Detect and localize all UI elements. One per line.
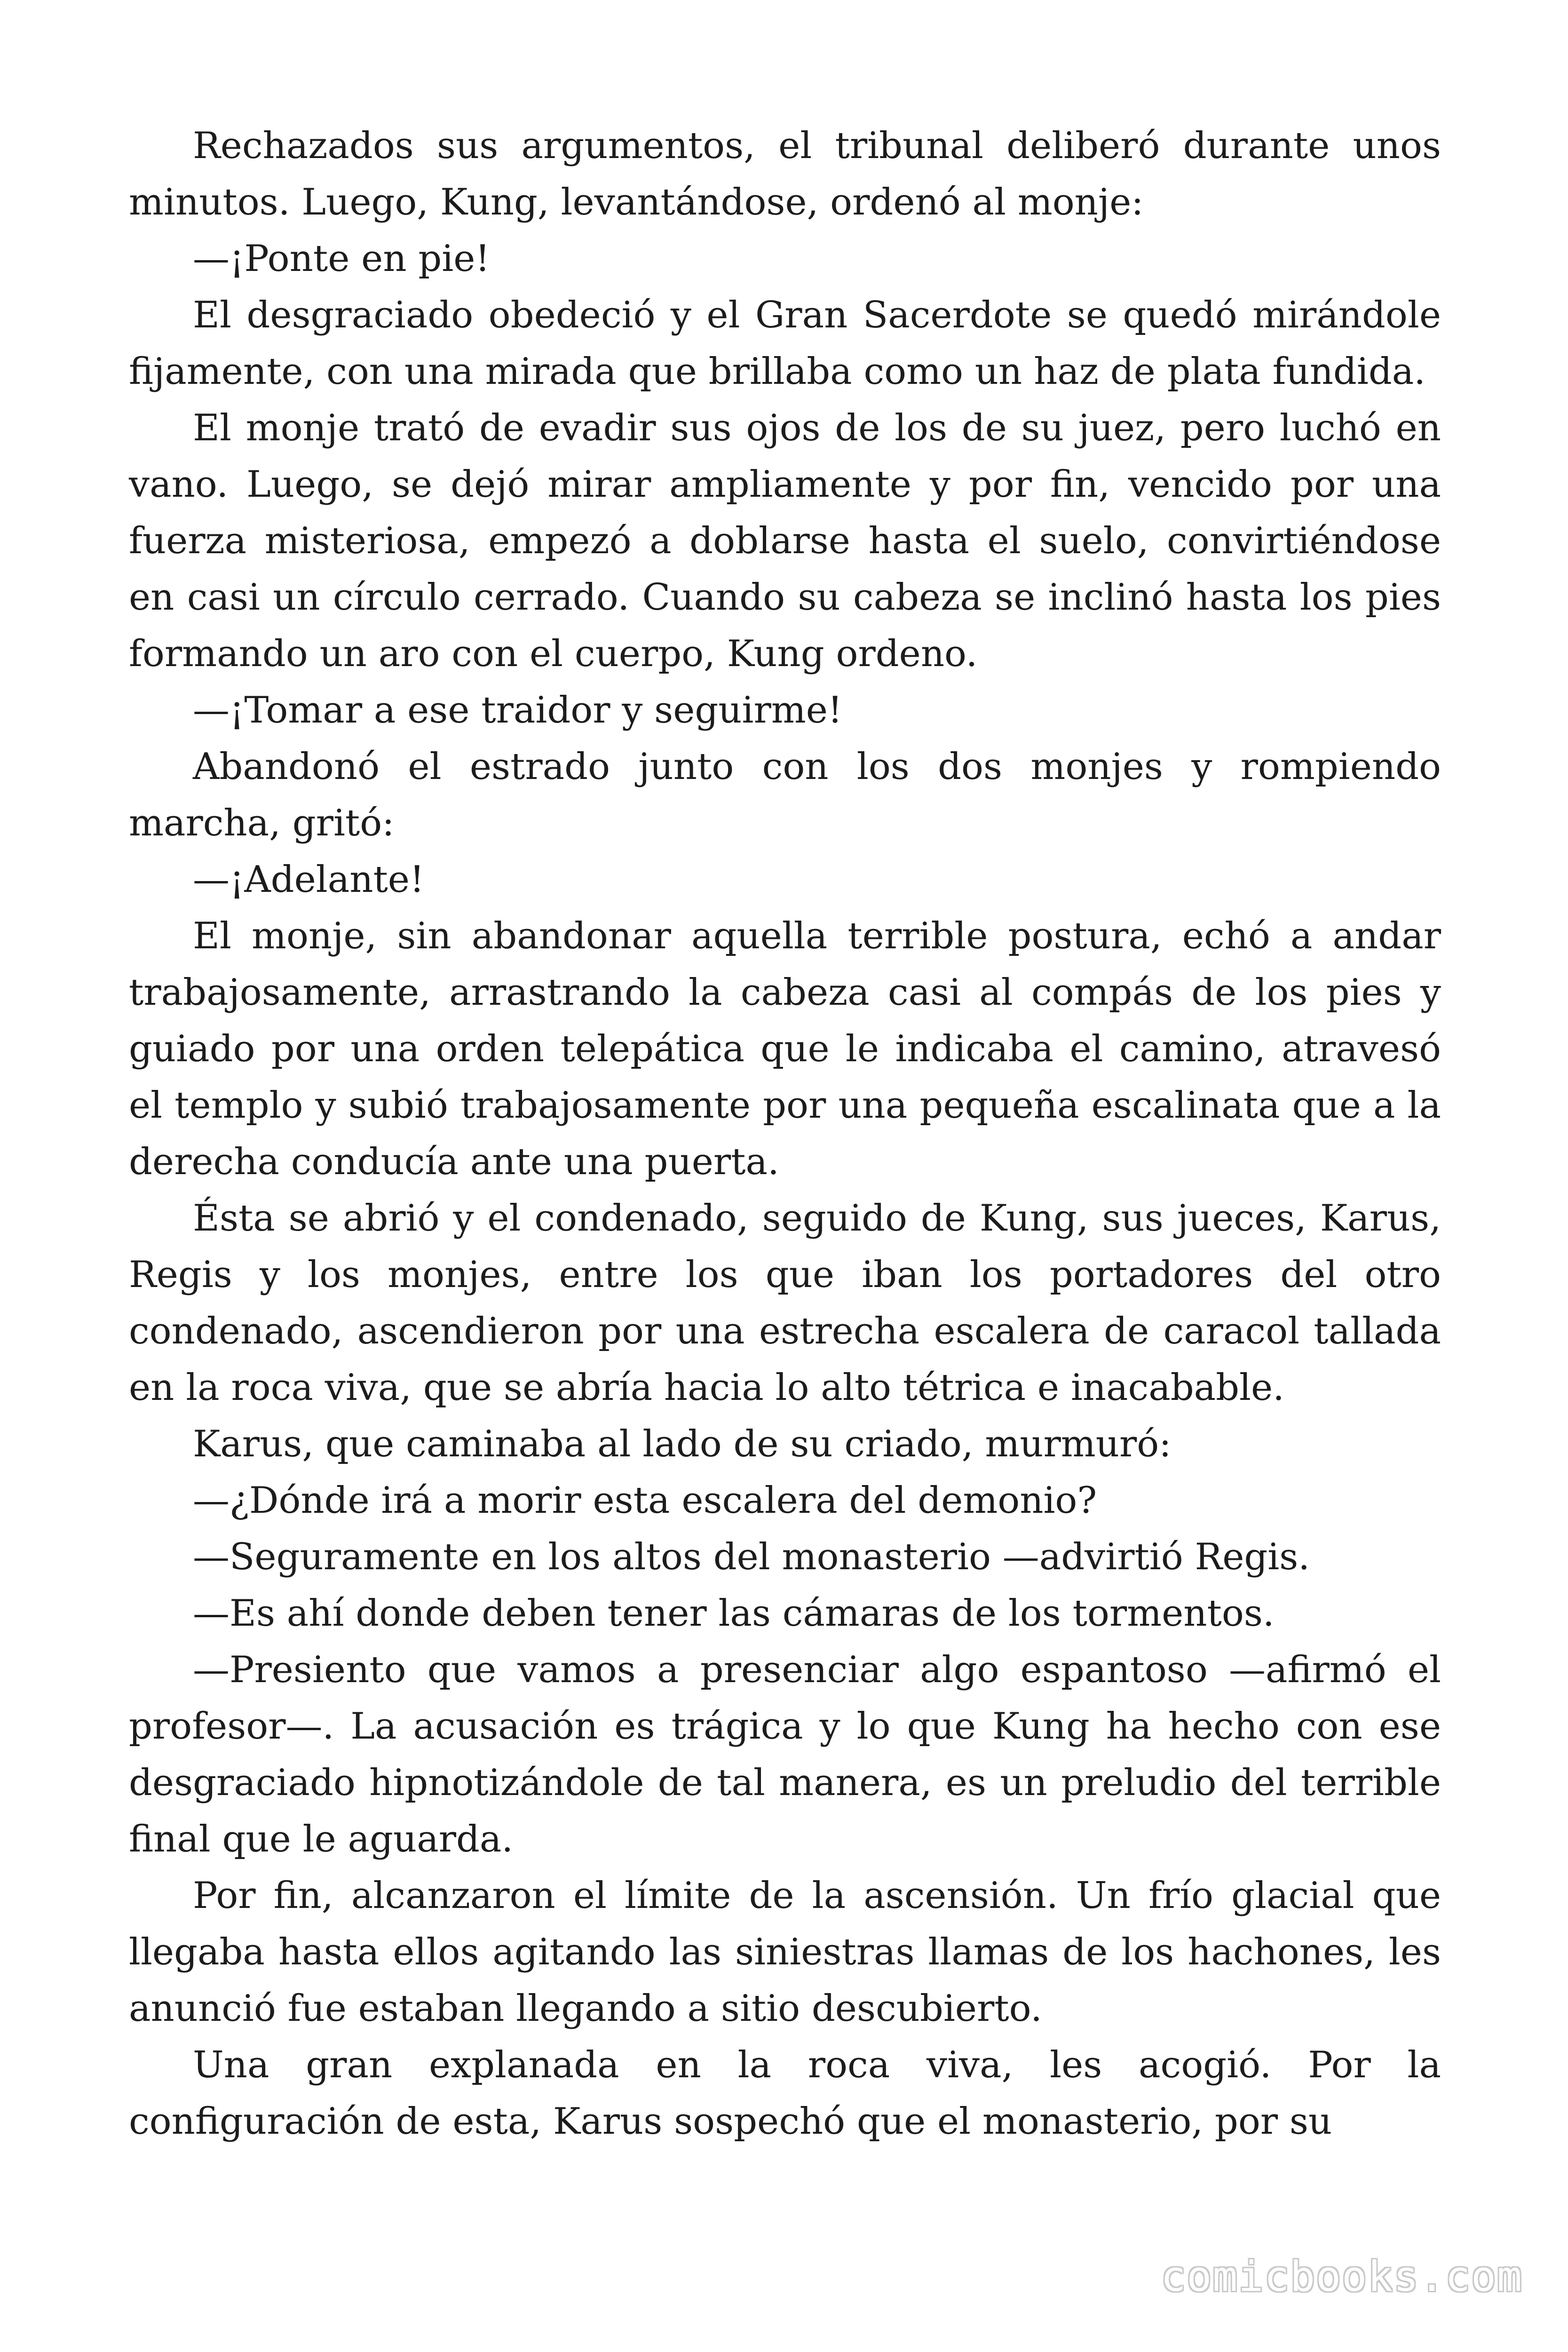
book-page-text [129,118,1441,2150]
paragraph: El monje trató de evadir sus ojos de los de su juez, pero luchó en vano. Luego, se dejó mirar ampliamente y por fin, vencido por una fuerza misteriosa, empezó a doblarse hasta el suelo, convirtiéndose en casi un círculo cerrado. Cuando su cabeza se inclinó hasta los pies formando un aro con el cuerpo, Kung ordeno. [129,407,1441,675]
paragraph: Abandonó el estrado junto con los dos monjes y rompiendo marcha, gritó: [129,746,1441,844]
paragraph: —Es ahí donde deben tener las cámaras de los tormentos. [193,1592,1275,1635]
paragraph: Por fin, alcanzaron el límite de la ascensión. Un frío glacial que llegaba hasta ellos agitando las siniestras llamas de los hachones, les anunció fue estaban llegando a sitio descubierto. [129,1875,1441,2030]
paragraph: —¿Dónde irá a morir esta escalera del demonio? [193,1479,1097,1522]
paragraph: Rechazados sus argumentos, el tribunal deliberó durante unos minutos. Luego, Kung, levantándose, ordenó al monje: [129,125,1441,223]
paragraph: El monje, sin abandonar aquella terrible postura, echó a andar trabajosamente, arrastrando la cabeza casi al compás de los pies y guiado por una orden telepática que le indicaba el camino, atravesó el templo y subió trabajosamente por una pequeña escalinata que a la derecha conducía ante una puerta. [129,915,1441,1183]
paragraph: —¡Ponte en pie! [193,238,490,280]
paragraph: —Seguramente en los altos del monasterio —advirtió Regis. [193,1536,1310,1578]
paragraph: Karus, que caminaba al lado de su criado, murmuró: [193,1423,1172,1465]
watermark: comicbooks.com [1161,2252,1523,2301]
paragraph: —¡Tomar a ese traidor y seguirme! [193,689,843,731]
paragraph: Una gran explanada en la roca viva, les acogió. Por la configuración de esta, Karus sospechó que el monasterio, por su [129,2044,1441,2143]
paragraph: —Presiento que vamos a presenciar algo espantoso —afirmó el profesor—. La acusación es trágica y lo que Kung ha hecho con ese desgraciado hipnotizándole de tal manera, es un preludio del terrible final que le aguarda. [129,1649,1441,1860]
paragraph: El desgraciado obedeció y el Gran Sacerdote se quedó mirándole fijamente, con una mirada que brillaba como un haz de plata fundida. [129,294,1441,393]
paragraph: —¡Adelante! [193,858,425,901]
paragraph: Ésta se abrió y el condenado, seguido de Kung, sus jueces, Karus, Regis y los monjes, entre los que iban los portadores del otro condenado, ascendieron por una estrecha escalera de caracol tallada en la roca viva, que se abría hacia lo alto tétrica e inacabable. [129,1197,1441,1409]
